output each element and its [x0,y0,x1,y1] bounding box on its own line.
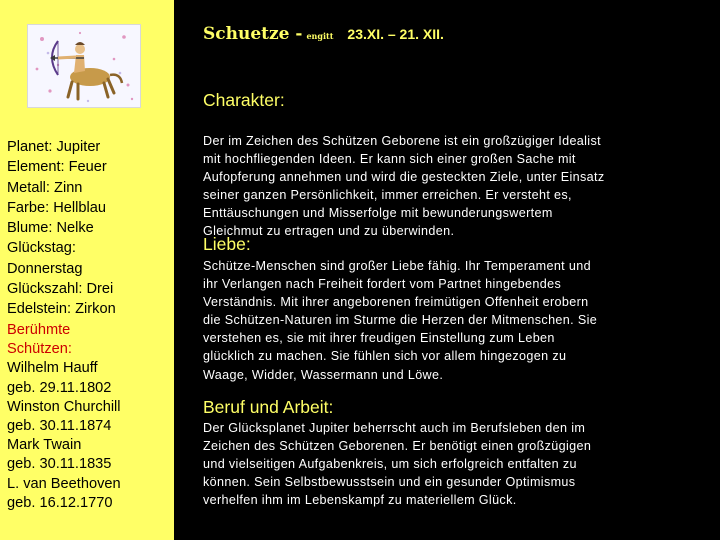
fact-color: Farbe: Hellblau [7,199,106,216]
text-line: Verständnis. Mit ihrer angeborenen freimütigen Offenheit erobern [203,295,589,310]
famous-person-birth: geb. 29.11.1802 [7,379,112,396]
text-line: Aufopferung annehmen und wird die gesteckten Ziele, unter Einsatz [203,170,605,185]
text-line: glücklich zu machen. Sie fühlen sich vor allem hingezogen zu [203,349,567,364]
fact-lucky-day-value: Donnerstag [7,260,83,277]
fact-planet: Planet: Jupiter [7,139,101,155]
sagittarius-centaur-icon [28,25,140,107]
section-heading-character: Charakter: [203,90,285,110]
text-line: Der im Zeichen des Schützen Geborene ist ein großzügiger Idealist [203,134,601,148]
famous-person-name: Wilhelm Hauff [7,360,98,377]
section-text-character [203,132,708,241]
famous-people [7,321,172,513]
fact-gemstone: Edelstein: Zirkon [7,301,116,318]
fact-lucky-number: Glückszahl: Drei [7,281,114,298]
famous-person-birth: geb. 16.12.1770 [7,494,113,511]
facts-list [7,137,172,320]
text-line: ihr Verlangen nach Freiheit fordert vom Partnet hingebendes [203,277,562,292]
fact-flower: Blume: Nelke [7,220,94,237]
text-line: verhelfen ihm im Lebenskampf zu materiellem Glück. [203,493,517,508]
text-line: Enttäuschungen und Misserfolge mit bewunderungswertem [203,206,553,221]
sidebar [0,0,174,540]
text-line: Der Glücksplanet Jupiter beherrscht auch im Berufsleben den im [203,421,586,435]
famous-person-birth: geb. 30.11.1835 [7,456,112,473]
text-line: können. Sein Selbstbewusstsein und ein gesunder Optimismus [203,475,576,490]
famous-heading-line: Berühmte [7,322,71,338]
text-line: Zeichen des Schützen Geborenen. Er benötigt einen großzügigen [203,439,592,454]
fact-element: Element: Feuer [7,159,107,176]
title-note: engitt [306,31,334,41]
title-sign: Schuetze - [203,24,303,44]
section-heading-love: Liebe: [203,234,251,254]
fact-metal: Metall: Zinn [7,179,83,196]
famous-person-name: Winston Churchill [7,398,121,415]
text-line: mit hochfliegenden Ideen. Er kann sich einer großen Sache mit [203,152,576,167]
text-line: Schütze-Menschen sind großer Liebe fähig. Ihr Temperament und [203,259,591,273]
section-heading-career: Beruf und Arbeit: [203,397,334,417]
page-title [203,24,444,44]
famous-heading-line: Schützen: [7,341,72,358]
section-text-love [203,257,708,384]
famous-person-name: L. van Beethoven [7,475,121,492]
text-line: Waage, Widder, Wassermann und Löwe. [203,367,444,382]
text-line: verstehen es, sie mit ihrer freudigen Einstellung zum Leben [203,331,555,346]
text-line: seiner ganzen Persönlichkeit, immer erreichen. Er versteht es, [203,188,572,203]
famous-person-birth: geb. 30.11.1874 [7,418,112,435]
text-line: und vielseitigen Aufgabenkreis, um sich erfolgreich entfalten zu [203,457,577,472]
zodiac-image [27,24,141,108]
fact-lucky-day-label: Glückstag: [7,240,76,257]
famous-person-name: Mark Twain [7,437,82,454]
title-dates: 23.XI. – 21. XII. [347,26,444,42]
text-line: die Schützen-Naturen im Sturme die Herzen der Mitmenschen. Sie [203,313,598,328]
section-text-career [203,419,708,509]
text-line: Gleichmut zu ertragen und zu überwinden. [203,224,455,239]
